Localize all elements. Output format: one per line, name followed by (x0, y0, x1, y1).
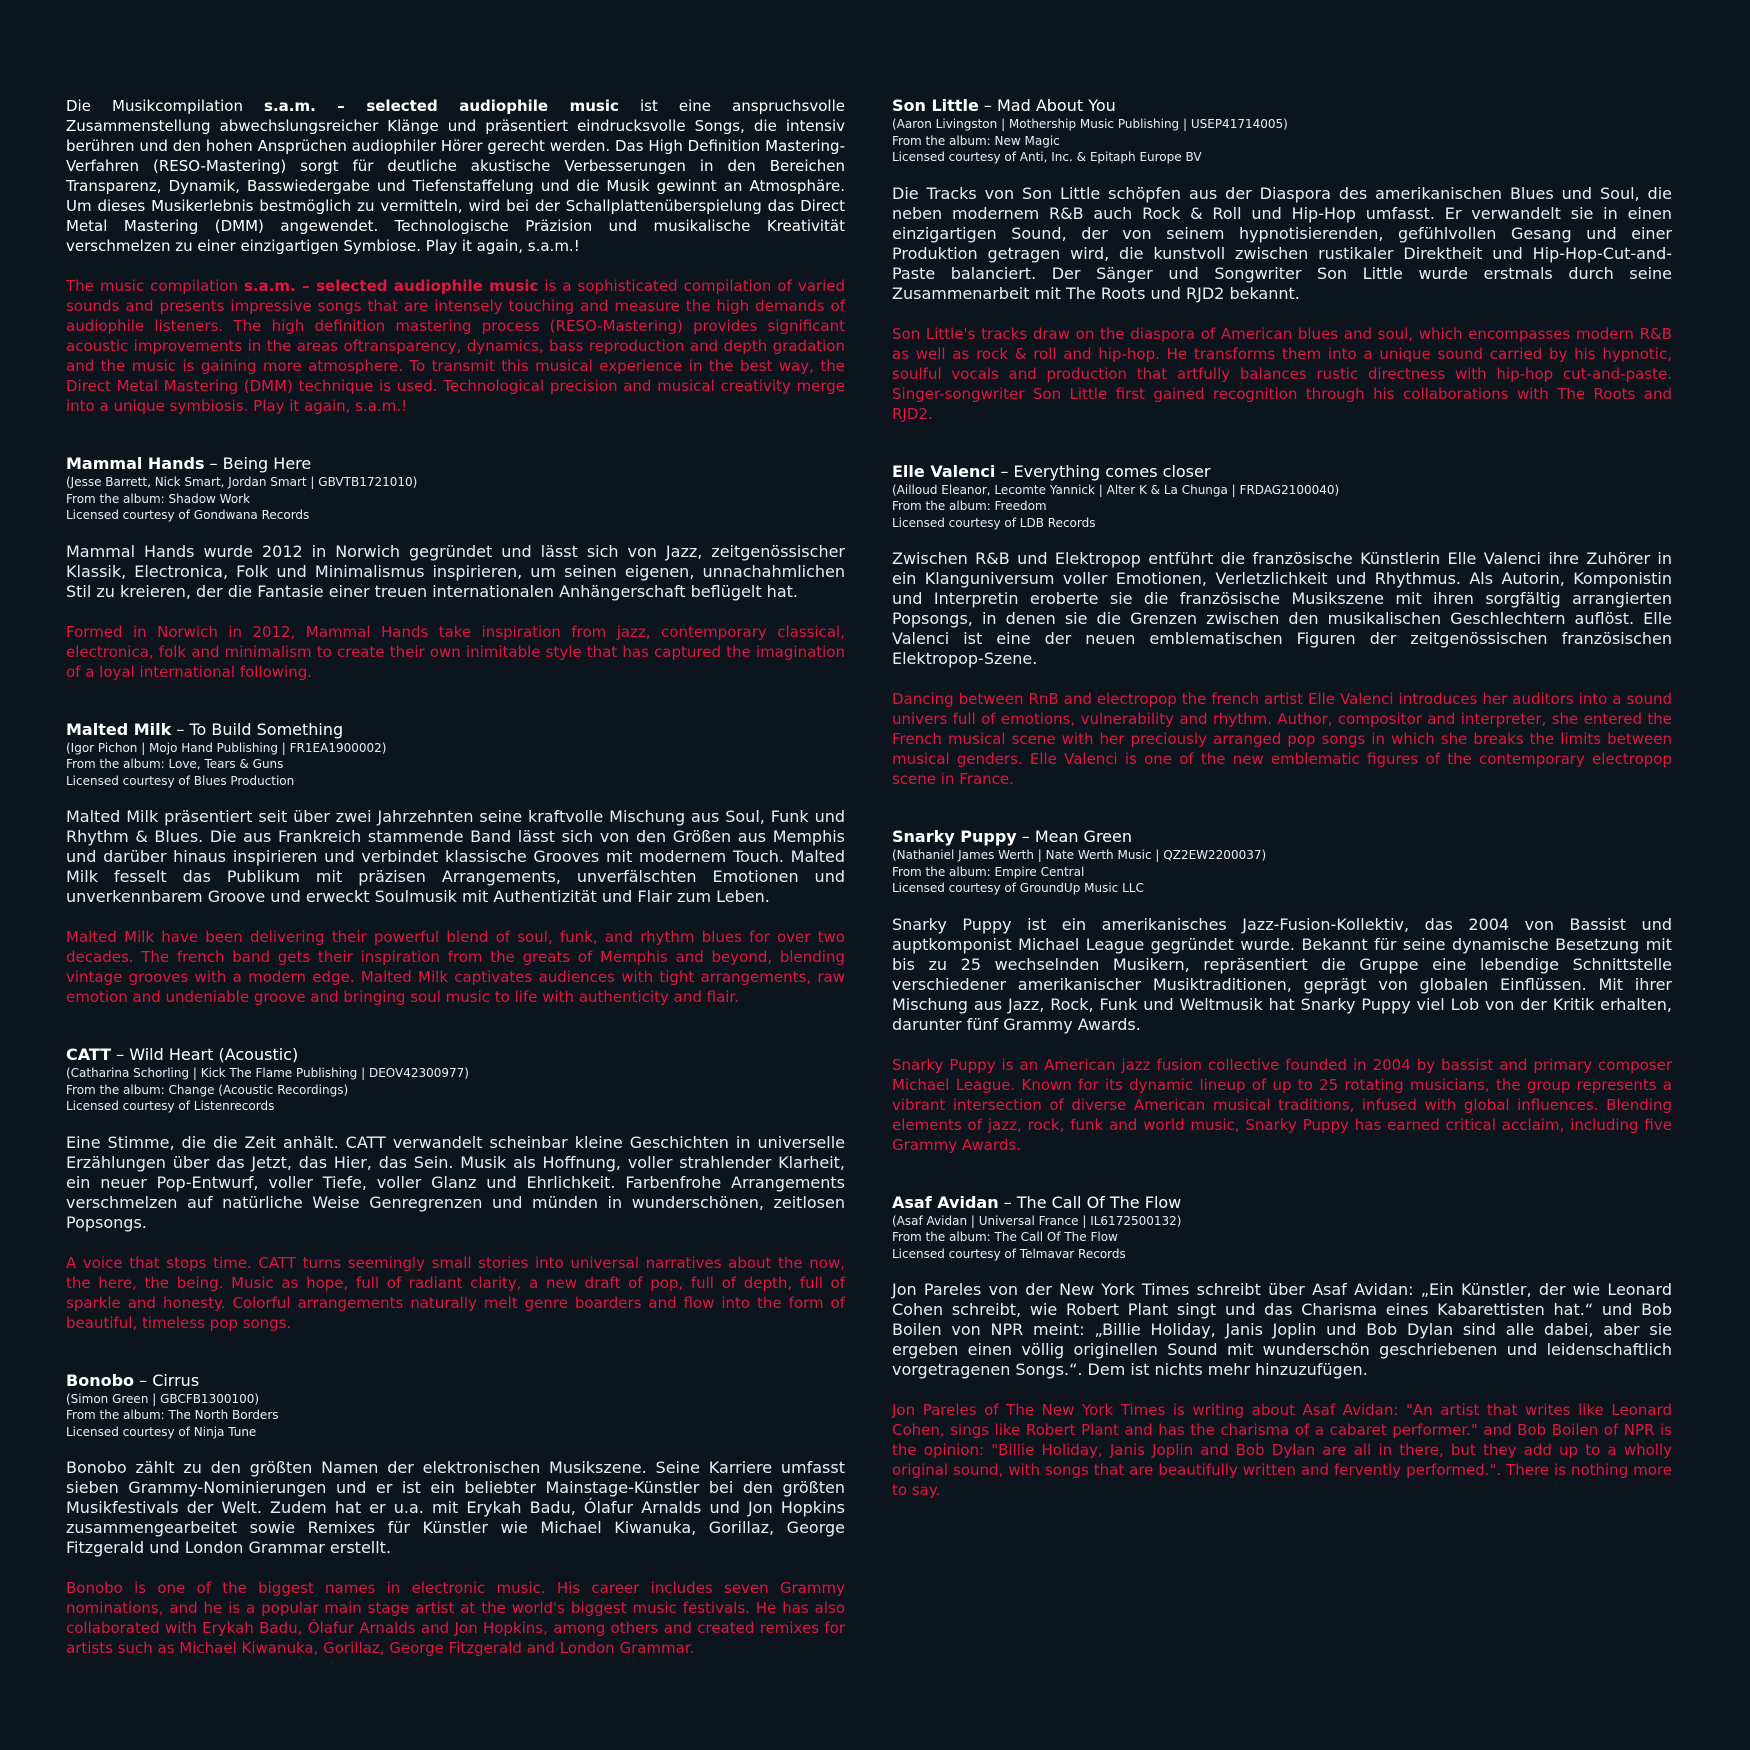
artist-name: Asaf Avidan (892, 1192, 999, 1212)
song-title: – Cirrus (134, 1370, 200, 1390)
song-title: – Everything comes closer (995, 461, 1211, 481)
compilation-name: s.a.m. – selected audiophile music (264, 97, 619, 115)
track-credits: (Catharina Schorling | Kick The Flame Publishing | DEOV42300977) (66, 1066, 469, 1080)
song-title: – Mad About You (978, 96, 1116, 115)
track-entry (892, 1193, 1672, 1501)
artist-name: Son Little (892, 96, 979, 115)
compilation-name: s.a.m. – selected audiophile music (243, 277, 539, 295)
track-album: From the album: Shadow Work (66, 491, 251, 506)
intro-section (66, 96, 845, 416)
description-english: Bonobo is one of the biggest names in electronic music. His career includes seven Grammy nominations, and he is a popular main stage artist at the world's biggest music festivals. He has also collaborated with Erykah Badu, Ólafur Arnalds and Jon Hopkins, among others and created remixes for artists such as Michael Kiwanuka, Gorillaz, George Fitzgerald and London Grammar. (66, 1579, 845, 1657)
track-license: Licensed courtesy of Gondwana Records (66, 508, 310, 522)
artist-name: Malted Milk (66, 719, 172, 739)
artist-name: Elle Valenci (892, 461, 996, 481)
track-license: Licensed courtesy of LDB Records (892, 515, 1096, 530)
track-license: Licensed courtesy of GroundUp Music LLC (892, 881, 1144, 895)
song-title: – Mean Green (1016, 827, 1133, 846)
track-album: From the album: Change (Acoustic Recordings) (66, 1082, 349, 1097)
song-title: – Wild Heart (Acoustic) (111, 1045, 299, 1064)
track-entry (892, 827, 1672, 1155)
description-english: Jon Pareles of The New York Times is writing about Asaf Avidan: "An artist that writes like Leonard Cohen, sings like Robert Plant and has the charisma of a cabaret performer." and Bob Boilen of NPR is the opinion: "Billie Holiday, Janis Joplin and Bob Dylan are all in there, but they add up to a wholly original sound, with songs that are beautifully written and fervently performed.". There is nothing more to say. (892, 1401, 1672, 1499)
track-credits: (Igor Pichon | Mojo Hand Publishing | FR1EA1900002) (66, 740, 387, 755)
track-credits: (Nathaniel James Werth | Nate Werth Music | QZ2EW2200037) (892, 848, 1267, 862)
track-album: From the album: Freedom (892, 499, 1047, 513)
track-heading (892, 1193, 1672, 1213)
description-german: Mammal Hands wurde 2012 in Norwich gegründet und lässt sich von Jazz, zeitgenössischer Klassik, Electronica, Folk und Minimalismus inspirieren, um seinen eigenen, unnachahmlichen Stil zu kreieren, der die Fantasie einer treuen internationalen Anhängerschaft beflügelt hat. (66, 541, 845, 601)
track-credits: (Jesse Barrett, Nick Smart, Jordan Smart | GBVTB1721010) (66, 475, 418, 489)
track-heading (66, 1371, 845, 1391)
description-english: A voice that stops time. CATT turns seemingly small stories into universal narratives about the now, the here, the being. Music as hope, full of radiant clarity, a new draft of pop, full of depth, full of sparkle and honesty. Colorful arrangements naturally melt genre boarders and flow into the form of beautiful, timeless pop songs. (66, 1253, 845, 1332)
track-credits: (Ailloud Eleanor, Lecomte Yannick | Alter K & La Chunga | FRDAG2100040) (892, 482, 1340, 497)
track-entry (66, 454, 845, 682)
intro-german: Die Musikcompilation s.a.m. – selected audiophile music ist eine anspruchsvolle Zusammenstellung abwechslungsreicher Klänge und präsentiert eindrucksvolle Songs, die intensiv berühren und den hohen Ansprüchen audiophiler Hörer gerecht werden. Das High Definition Mastering-Verfahren (RESO-Mastering) sorgt für deutliche akustische Verbesserungen in den Bereichen Transparenz, Dynamik, Basswiedergabe und Tiefenstaffelung und die Musik gewinnt an Atmosphäre. Um dieses Musikerlebnis bestmöglich zu vermitteln, wird bei der Schallplattenüberspielung das Direct Metal Mastering (DMM) angewendet. Technologische Präzision und musikalische Kreativität verschmelzen zu einer einzigartigen Symbiose. Play it again, s.a.m.! (66, 97, 845, 255)
description-english: Dancing between RnB and electropop the french artist Elle Valenci introduces her auditors into a sound univers full of emotions, vulnerability and rhythm. Author, compositor and interpreter, she entered the French musical scene with her preciously arranged pop songs in which she breaks the limits between musical genders. Elle Valenci is one of the new emblematic figures of the contemporary electropop scene in France. (892, 690, 1672, 788)
track-entry (66, 720, 845, 1008)
artist-name: Mammal Hands (66, 454, 205, 473)
track-album: From the album: The Call Of The Flow (892, 1230, 1118, 1244)
track-credits: (Asaf Avidan | Universal France | IL6172500132) (892, 1213, 1182, 1228)
song-title: – The Call Of The Flow (998, 1192, 1182, 1212)
description-english: Malted Milk have been delivering their powerful blend of soul, funk, and rhythm blues for over two decades. The french band gets their inspiration from the greats of Memphis and beyond, blending vintage grooves with a modern edge. Malted Milk captivates audiences with tight arrangements, raw emotion and undeniable groove and bringing soul music to life with authenticity and flair. (66, 928, 845, 1006)
right-column (892, 96, 1672, 1500)
intro-english: The music compilation s.a.m. – selected audiophile music is a sophisticated compilation of varied sounds and presents impressive songs that are intensely touching and measure the high demands of audiophile listeners. The high definition mastering process (RESO-Mastering) provides significant acoustic improvements in the areas oftransparency, dynamics, bass reproduction and depth gradation and the music is gaining more atmosphere. To transmit this musical experience in the best way, the Direct Metal Mastering (DMM) technique is used. Technological precision and musical creativity merge into a unique symbiosis. Play it again, s.a.m.! (66, 277, 845, 415)
track-entry (66, 1045, 845, 1333)
track-album: From the album: Love, Tears & Guns (66, 757, 284, 771)
track-entry (892, 96, 1672, 424)
track-heading (892, 96, 1672, 116)
track-heading (66, 1045, 845, 1065)
track-heading (66, 454, 845, 474)
track-album: From the album: The North Borders (66, 1408, 279, 1422)
description-german: Snarky Puppy ist ein amerikanisches Jazz-Fusion-Kollektiv, das 2004 von Bassist und auptkomponist Michael League gegründet wurde. Bekannt für seine dynamische Besetzung mit bis zu 25 wechselnden Musikern, repräsentiert die Gruppe eine lebendige Schnittstelle verschiedener amerikanischer Musiktraditionen, geprägt von globalen Einflüssen. Mit ihrer Mischung aus Jazz, Rock, Funk und Weltmusik hat Snarky Puppy viel Lob von der Kritik erhalten, darunter fünf Grammy Awards. (892, 914, 1672, 1034)
track-license: Licensed courtesy of Anti, Inc. & Epitaph Europe BV (892, 150, 1202, 164)
track-entry (892, 462, 1672, 790)
description-german: Zwischen R&B und Elektropop entführt die französische Künstlerin Elle Valenci ihre Zuhörer in ein Klanguniversum voller Emotionen, Verletzlichkeit und Rhythmus. Als Autorin, Komponistin und Interpretin eroberte sie die französische Musikszene mit ihren sorgfältig arrangierten Popsongs, in denen sie die Grenzen zwischen den musikalischen Geschlechtern auflöst. Elle Valenci ist eine der neuen emblematischen Figuren der zeitgenössischen französischen Elektropop-Szene. (892, 549, 1672, 668)
track-entry (66, 1371, 845, 1659)
description-german: Bonobo zählt zu den größten Namen der elektronischen Musikszene. Seine Karriere umfasst sieben Grammy-Nominierungen und er ist ein beliebter Mainstage-Künstler bei den größten Musikfestivals der Welt. Zudem hat er u.a. mit Erykah Badu, Ólafur Arnalds und Jon Hopkins zusammengearbeitet sowie Remixes für Künstler wie Michael Kiwanuka, Gorillaz, George Fitzgerald und London Grammar erstellt. (66, 1458, 845, 1557)
song-title: – To Build Something (171, 719, 344, 739)
left-column (66, 96, 845, 1658)
track-credits: (Simon Green | GBCFB1300100) (66, 1391, 260, 1406)
description-german: Die Tracks von Son Little schöpfen aus der Diaspora des amerikanischen Blues und Soul, die neben modernem R&B auch Rock & Roll und Hip-Hop umfasst. Er verwandelt sie in einen einzigartigen Sound, der von seinem hypnotisierenden, gefühlvollen Gesang und einer Produktion getragen wird, die kunstvoll zwischen rustikaler Direktheit und Hip-Hop-Cut-and-Paste balanciert. Der Sänger und Songwriter Son Little wurde erstmals durch seine Zusammenarbeit mit The Roots und RJD2 bekannt. (892, 183, 1672, 303)
track-heading (892, 462, 1672, 482)
description-german: Malted Milk präsentiert seit über zwei Jahrzehnten seine kraftvolle Mischung aus Soul, Funk und Rhythm & Blues. Die aus Frankreich stammende Band lässt sich von den Größen aus Memphis und darüber hinaus inspirieren und verbindet klassische Grooves mit modernem Touch. Malted Milk fesselt das Publikum mit präzisen Arrangements, unverfälschten Emotionen und unverkennbarem Groove und erweckt Soulmusik mit Authentizität und Flair zum Leben. (66, 807, 845, 906)
description-english: Snarky Puppy is an American jazz fusion collective founded in 2004 by bassist and primary composer Michael League. Known for its dynamic lineup of up to 25 rotating musicians, the group represents a vibrant intersection of diverse American musical traditions, infused with global influences. Blending elements of jazz, rock, funk and world music, Snarky Puppy has earned critical acclaim, including five Grammy Awards. (892, 1055, 1672, 1154)
track-album: From the album: Empire Central (892, 864, 1085, 879)
artist-name: Bonobo (66, 1370, 135, 1390)
track-license: Licensed courtesy of Telmavar Records (892, 1246, 1126, 1261)
track-album: From the album: New Magic (892, 133, 1060, 148)
description-german: Eine Stimme, die die Zeit anhält. CATT verwandelt scheinbar kleine Geschichten in universelle Erzählungen über das Jetzt, das Hier, das Sein. Musik als Hoffnung, voller strahlender Klarheit, ein neuer Pop-Entwurf, voller Tiefe, voller Glanz und Ehrlichkeit. Farbenfrohe Arrangements verschmelzen auf natürliche Weise Genregrenzen und münden in wunderschönen, zeitlosen Popsongs. (66, 1132, 845, 1232)
artist-name: Snarky Puppy (892, 827, 1017, 846)
song-title: – Being Here (204, 454, 312, 473)
track-heading (892, 827, 1672, 847)
description-english: Formed in Norwich in 2012, Mammal Hands take inspiration from jazz, contemporary classical, electronica, folk and minimalism to create their own inimitable style that has captured the imagination of a loyal international following. (66, 622, 845, 681)
description-german: Jon Pareles von der New York Times schreibt über Asaf Avidan: „Ein Künstler, der wie Leonard Cohen schreibt, wie Robert Plant singt und das Charisma eines Kabarettisten hat.“ und Bob Boilen von NPR meint: „Billie Holiday, Janis Joplin und Bob Dylan sind alle dabei, aber sie ergeben einen völlig originellen Sound mit wunderschön geschriebenen und leidenschaftlich vorgetragenen Songs.“. Dem ist nichts mehr hinzuzufügen. (892, 1280, 1672, 1379)
track-license: Licensed courtesy of Ninja Tune (66, 1424, 257, 1439)
artist-name: CATT (66, 1045, 112, 1064)
track-license: Licensed courtesy of Blues Production (66, 773, 295, 788)
track-credits: (Aaron Livingston | Mothership Music Publishing | USEP41714005) (892, 117, 1288, 131)
track-license: Licensed courtesy of Listenrecords (66, 1099, 275, 1113)
description-english: Son Little's tracks draw on the diaspora of American blues and soul, which encompasses modern R&B as well as rock & roll and hip-hop. He transforms them into a unique sound carried by his hypnotic, soulful vocals and production that artfully balances rustic directness with hip-hop cut-and-paste. Singer-songwriter Son Little first gained recognition through his collaborations with The Roots and RJD2. (892, 324, 1672, 423)
track-heading (66, 720, 845, 740)
